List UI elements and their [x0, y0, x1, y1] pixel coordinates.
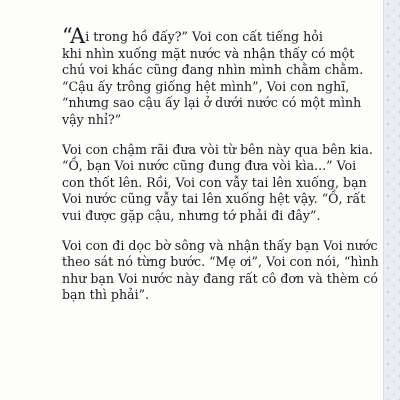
text-line: vui được gặp cậu, nhưng tớ phải đi đây”. — [62, 207, 321, 223]
text-line: như bạn Voi nước này đang rất cô đơn và thèm có — [62, 270, 378, 286]
text-line: bạn thì phải”. — [62, 287, 150, 303]
dropcap: “A — [62, 24, 86, 48]
text-line: chú voi khác cũng đang nhìn mình chằm chằm. — [62, 62, 364, 78]
paragraph-1 — [62, 24, 364, 129]
text-line: Voi con chậm rãi đưa vòi từ bên này qua bên kia. — [62, 141, 373, 157]
text-line-content: i trong hồ đấy?” Voi con cất tiếng hỏi — [85, 29, 323, 44]
text-line: theo sát nó từng bước. “Mẹ ơi”, Voi con nói, “hình — [62, 254, 379, 270]
decorative-edge-strip — [383, 0, 400, 400]
text-line: con thốt lên. Rồi, Voi con vẫy tai lên xuống, bạn — [62, 174, 367, 190]
text-line: khi nhìn xuống mặt nước và nhận thấy có một — [62, 45, 355, 61]
text-line: vậy nhỉ?” — [62, 111, 122, 127]
text-line: “Cậu ấy trông giống hệt mình”, Voi con nghĩ, — [62, 78, 350, 94]
paragraph-2 — [62, 141, 373, 225]
text-line: “Ồ, bạn Voi nước cũng đung đưa vòi kìa...” Voi — [62, 158, 357, 174]
text-line — [62, 24, 352, 48]
story-text — [62, 24, 379, 317]
text-line: “nhưng sao cậu ấy lại ở dưới nước có một mình — [62, 95, 362, 111]
text-line: Voi con đi dọc bờ sông và nhận thấy bạn Voi nước — [62, 237, 378, 253]
paragraph-3 — [62, 237, 379, 304]
text-line: Voi nước cũng vẫy tai lên xuống hệt vậy. “Ồ, rất — [62, 191, 366, 207]
